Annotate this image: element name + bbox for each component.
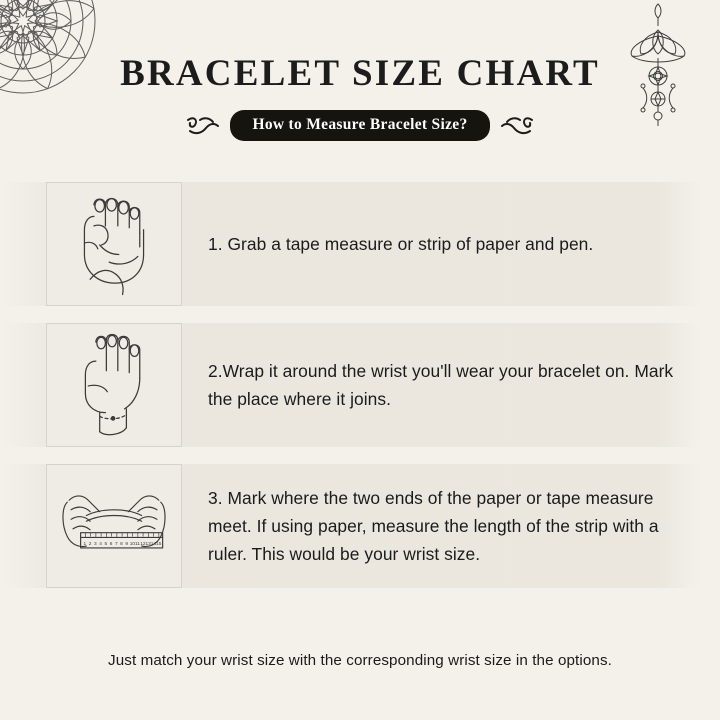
step-text: 1. Grab a tape measure or strip of paper and pen. [208, 233, 594, 254]
svg-text:9: 9 [125, 542, 129, 548]
measure-strip-with-ruler-icon [46, 464, 182, 588]
svg-text:13: 13 [145, 542, 151, 548]
step-item [0, 323, 720, 447]
closed-fist-icon [46, 182, 182, 306]
svg-text:2: 2 [88, 542, 92, 548]
svg-text:12: 12 [140, 542, 146, 548]
wrap-tape-around-wrist-icon [46, 323, 182, 447]
svg-text:7: 7 [114, 542, 118, 548]
svg-text:6: 6 [109, 542, 113, 548]
flourish-left-icon [186, 114, 220, 138]
svg-text:3: 3 [93, 542, 97, 548]
page-title: BRACELET SIZE CHART [120, 53, 600, 94]
subtitle-row [0, 110, 720, 141]
steps-list [0, 182, 720, 605]
svg-text:14: 14 [150, 542, 157, 548]
svg-text:8: 8 [120, 542, 123, 548]
subtitle-pill: How to Measure Bracelet Size? [230, 110, 489, 141]
svg-text:5: 5 [104, 542, 108, 548]
footer-note: Just match your wrist size with the corresponding wrist size in the options. [108, 652, 612, 669]
svg-text:4: 4 [99, 542, 102, 548]
flourish-right-icon [500, 114, 534, 138]
step-item [0, 464, 720, 588]
svg-text:10: 10 [129, 542, 136, 548]
step-item [0, 182, 720, 306]
step-text: 3. Mark where the two ends of the paper or tape measure meet. If using paper, measure the length of the strip with a ruler. This would be your wrist size. [208, 487, 659, 565]
svg-text:11: 11 [134, 542, 140, 548]
svg-text:15: 15 [155, 542, 162, 548]
step-text: 2.Wrap it around the wrist you'll wear your bracelet on. Mark the place where it joins. [208, 360, 674, 409]
svg-text:1: 1 [83, 542, 87, 548]
